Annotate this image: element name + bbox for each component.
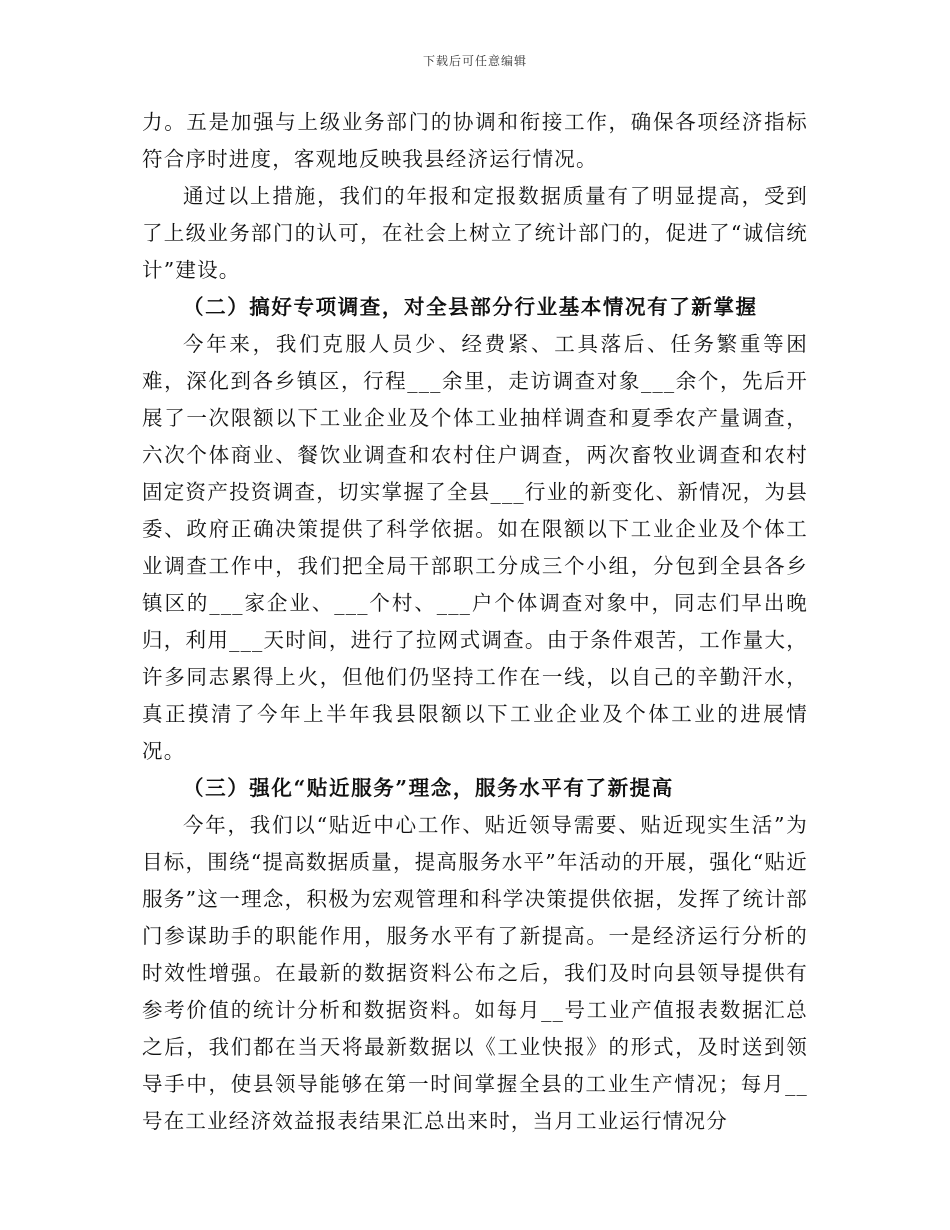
document-body xyxy=(142,104,808,1140)
paragraph-service-improvement: 今年，我们以“贴近中心工作、贴近领导需要、贴近现实生活”为目标，围绕“提高数据质量，提高服务水平”年活动的开展，强化“贴近服务”这一理念，积极为宏观管理和科学决策提供依据，发挥了统计部门参谋助手的职能作用，服务水平有了新提高。一是经济运行分析的时效性增强。在最新的数据资料公布之后，我们及时向县领导提供有参考价值的统计分析和数据资料。如每月__号工业产值报表数据汇总之后，我们都在当天将最新数据以《工业快报》的形式，及时送到领导手中，使县领导能够在第一时间掌握全县的工业生产情况；每月__号在工业经济效益报表结果汇总出来时，当月工业运行情况分 xyxy=(142,813,808,1133)
paragraph-measures-result: 通过以上措施，我们的年报和定报数据质量有了明显提高，受到了上级业务部门的认可，在社会上树立了统计部门的，促进了“诚信统计”建设。 xyxy=(142,184,808,282)
page-header: 下载后可任意编辑 xyxy=(422,54,527,68)
section-heading-2: （二）搞好专项调查，对全县部分行业基本情况有了新掌握 xyxy=(183,295,758,319)
paragraph-continuation: 力。五是加强与上级业务部门的协调和衔接工作，确保各项经济指标符合序时进度，客观地反映我县经济运行情况。 xyxy=(142,110,808,171)
paragraph-special-survey: 今年来，我们克服人员少、经费紧、工具落后、任务繁重等困难，深化到各乡镇区，行程___余里，走访调查对象___余个，先后开展了一次限额以下工业企业及个体工业抽样调查和夏季农产量调查，六次个体商业、餐饮业调查和农村住户调查，两次畜牧业调查和农村固定资产投资调查，切实掌握了全县___行业的新变化、新情况，为县委、政府正确决策提供了科学依据。如在限额以下工业企业及个体工业调查工作中，我们把全局干部职工分成三个小组，分包到全县各乡镇区的___家企业、___个村、___户个体调查对象中，同志们早出晚归，利用___天时间，进行了拉网式调查。由于条件艰苦，工作量大，许多同志累得上火，但他们仍坚持工作在一线，以自己的辛勤汗水，真正摸清了今年上半年我县限额以下工业企业及个体工业的进展情况。 xyxy=(142,332,808,763)
section-heading-3: （三）强化“贴近服务”理念，服务水平有了新提高 xyxy=(183,776,674,800)
